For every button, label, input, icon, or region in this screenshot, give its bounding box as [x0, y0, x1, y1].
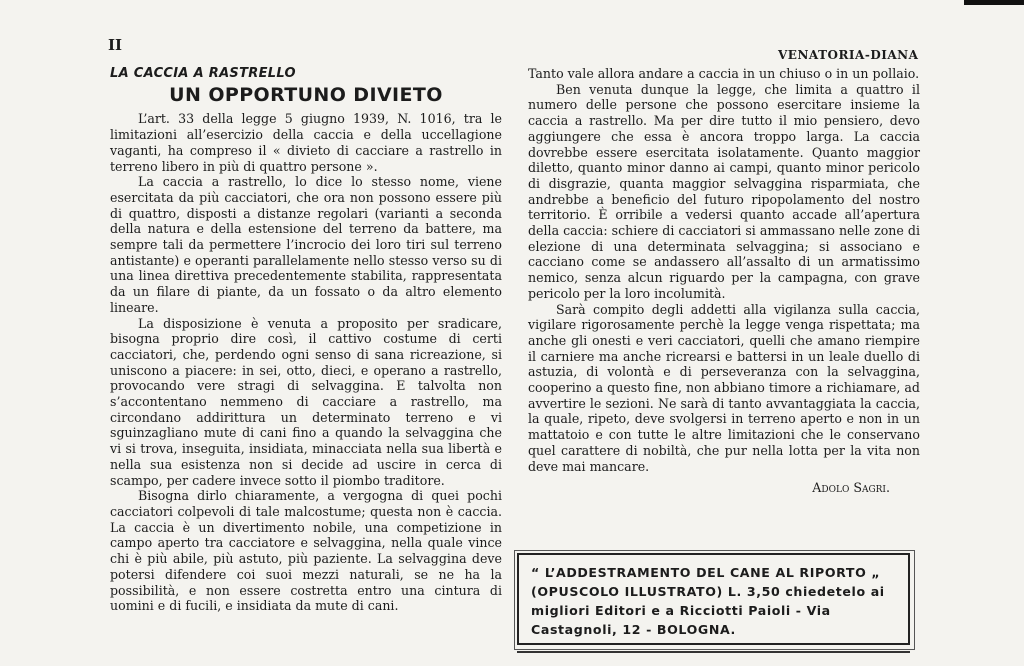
paragraph: La caccia a rastrello, lo dice lo stesso nome, viene esercitata da più cacciatori, che ora non possono essere più di quattro, disposti a distanze regolari (varianti a seconda della natura e della estensione del terreno da battere, ma sempre tali da permettere l’incrocio dei loro tiri sul terreno antistante) e operanti parallelamente nello stesso verso su di una linea direttiva precedentemente stabilita, rappresentata da un filare di piante, da un fossato o da altro elemento lineare. [110, 174, 502, 315]
running-title: VENATORIA-DIANA [778, 48, 919, 62]
advertisement-box [517, 553, 910, 645]
page-number: II [108, 36, 123, 54]
paragraph: L’art. 33 della legge 5 giugno 1939, N. 1016, tra le limitazioni all’esercizio della caccia e della uccellagione vaganti, ha compreso il « divieto di cacciare a rastrello in terreno libero in più di quattro persone ». [110, 111, 502, 174]
paragraph: Ben venuta dunque la legge, che limita a quattro il numero delle persone che possono esercitare insieme la caccia a rastrello. Ma per dire tutto il mio pensiero, devo aggiungere che essa è ancora troppo larga. La caccia dovrebbe essere esercitata isolatamente. Quanto maggior diletto, quanto minor danno ai campi, quanto minor pericolo di disgrazie, quanta maggior selvaggina risparmiata, che andrebbe a beneficio del futuro ripopolamento del nostro territorio. È orribile a vedersi quanto accade all’apertura della caccia: schiere di cacciatori si ammassano nelle zone di elezione di una determinata selvaggina; si associano e cacciano come se andassero all’assalto di un armatissimo nemico, senza alcun riguardo per la campagna, con grave pericolo per la loro incolumità. [528, 81, 920, 301]
paragraph: Sarà compito degli addetti alla vigilanza sulla caccia, vigilare rigorosamente perchè la legge venga rispettata; ma anche gli onesti e veri cacciatori, quelli che amano riempire il carniere ma anche ricrearsi e battersi in un leale duello di astuzia, di volontà e di perseveranza con la selvaggina, cooperino a questo fine, non abbiano timore a richiamare, ad avvertire le sezioni. Ne sarà di tanto avvantaggiata la caccia, la quale, ripeto, deve svolgersi in terreno aperto e non in un mattatoio e con tutte le altre limitazioni che le conservano quel carattere di nobiltà, che pur nella lotta per la vita non deve mai mancare. [528, 301, 920, 474]
article-kicker: LA CACCIA A RASTRELLO [110, 66, 296, 81]
paragraph: La disposizione è venuta a proposito per sradicare, bisogna proprio dire così, il cattivo costume di certi cacciatori, che, perdendo ogni senso di sana ricreazione, si uniscono a piacere: in sei, otto, dieci, e operano a rastrello, provocando vere stragi di selvaggina. E talvolta non s’accontentano nemmeno di cacciare a rastrello, ma circondano addirittura un determinato terreno e vi sguinzagliano mute di cani fino a quando la selvaggina che vi si trova, inseguita, insidiata, minacciata nella sua libertà e nella sua esistenza non si decide ad uscire in cerca di scampo, per cadere invece sotto il piombo traditore. [110, 315, 502, 488]
left-column [110, 66, 502, 614]
paragraph: Bisogna dirlo chiaramente, a vergogna di quei pochi cacciatori colpevoli di tale malcostume; questa non è caccia. La caccia è un divertimento nobile, una competizione in campo aperto tra cacciatore e selvaggina, nella quale vince chi è più abile, più astuto, più paziente. La selvaggina deve potersi difendere coi suoi mezzi naturali, se ne ha la possibilità, e non essere costretta entro una cintura di uomini e di fucili, e insidiata da mute di cani. [110, 488, 502, 614]
right-column [528, 66, 920, 496]
advertisement-text: “ L’ADDESTRAMENTO DEL CANE AL RIPORTO „ (OPUSCOLO ILLUSTRATO) L. 3,50 chiedetelo ai migliori Editori e a Ricciotti Paioli - Via Castagnoli, 12 - BOLOGNA. [531, 565, 885, 637]
article-headline: UN OPPORTUNO DIVIETO [169, 83, 443, 106]
paragraph: Tanto vale allora andare a caccia in un chiuso o in un pollaio. [528, 66, 920, 81]
advertisement-rule [517, 651, 910, 653]
author-signature: Adolo Sagri. [812, 480, 890, 496]
top-edge-rule [964, 0, 1024, 5]
